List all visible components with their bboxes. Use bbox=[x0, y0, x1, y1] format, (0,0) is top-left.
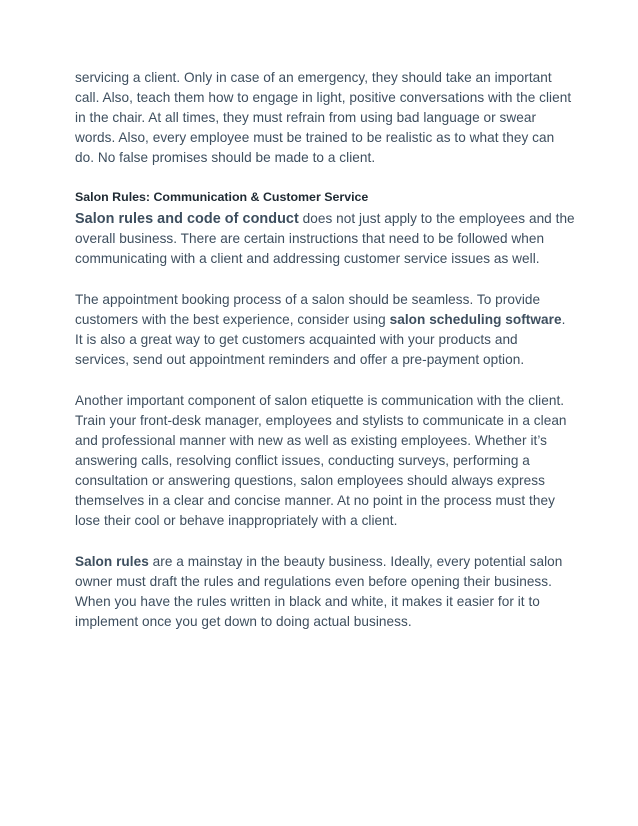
bold-phrase-salon-rules-code-of-conduct: Salon rules and code of conduct bbox=[75, 211, 299, 227]
paragraph-text: . It is also a great way to get customers acquainted with your products and services, send out appointment reminders and offer a pre-payment option. bbox=[75, 312, 566, 367]
paragraph-text: The appointment booking process of a salon should be seamless. To provide customers with the best experience, consider using bbox=[75, 292, 541, 327]
paragraph-text: does not just apply to the employees and the overall business. There are certain instructions that need to be followed when communicating with a client and addressing customer service issues as well. bbox=[75, 211, 575, 266]
paragraph-text: are a mainstay in the beauty business. Ideally, every potential salon owner must draft the rules and regulations even before opening their business. When you have the rules written in black and white, it makes it easier for it to implement once you get down to doing actual business. bbox=[75, 554, 563, 629]
section-heading: Salon Rules: Communication & Customer Service bbox=[75, 190, 369, 204]
paragraph-salon-rules-mainstay bbox=[75, 552, 575, 632]
intro-paragraph: servicing a client. Only in case of an emergency, they should take an important call. Also, teach them how to engage in light, positive conversations with the client in the chair. At all times, they must refrain from using bad language or swear words. Also, every employee must be trained to be realistic as to what they can do. No false promises should be made to a client. bbox=[75, 70, 572, 165]
document-page bbox=[75, 68, 575, 632]
bold-link-salon-rules[interactable]: Salon rules bbox=[75, 554, 149, 569]
bold-link-salon-scheduling-software[interactable]: salon scheduling software bbox=[389, 312, 562, 327]
paragraph-code-of-conduct bbox=[75, 209, 575, 269]
paragraph-appointment-booking bbox=[75, 290, 575, 370]
paragraph-communication: Another important component of salon etiquette is communication with the client. Train your front-desk manager, employees and stylists to communicate in a clean and professional manner with new as well as existing employees. Whether it’s answering calls, resolving conflict issues, conducting surveys, performing a consultation or answering questions, salon employees should always express themselves in a clear and concise manner. At no point in the process must they lose their cool or behave inappropriately with a client. bbox=[75, 393, 567, 528]
